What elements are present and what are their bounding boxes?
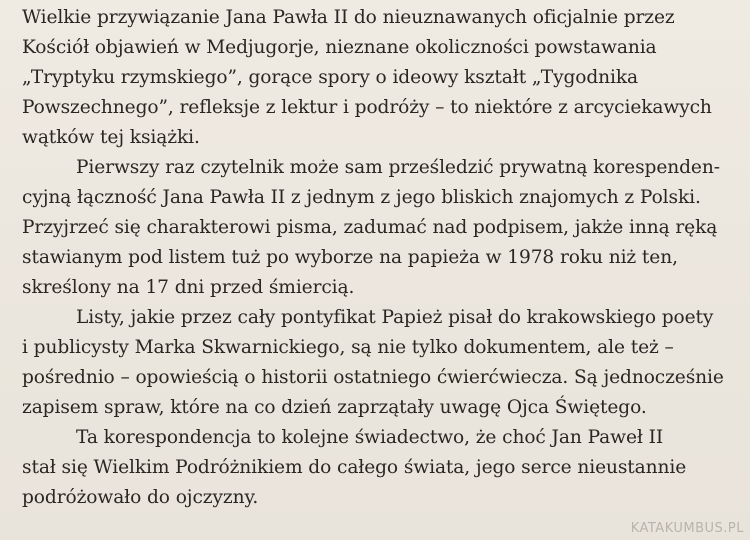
text-line-indented: Pierwszy raz czytelnik może sam prześledzić prywatną korespenden- — [76, 157, 720, 178]
text-line: Kościół objawień w Medjugorje, nieznane okoliczności powstawania — [22, 37, 657, 58]
text-line: Przyjrzeć się charakterowi pisma, zadumać nad podpisem, jakże inną ręką — [22, 217, 718, 238]
text-line: Powszechnego”, refleksje z lektur i podróży – to niektóre z arcyciekawych — [22, 97, 712, 118]
text-line-indented: Ta korespondencja to kolejne świadectwo, że choć Jan Paweł II — [76, 427, 664, 448]
text-line: „Tryptyku rzymskiego”, gorące spory o ideowy kształt „Tygodnika — [22, 67, 639, 88]
text-line: stał się Wielkim Podróżnikiem do całego świata, jego serce nieustannie — [22, 457, 687, 478]
site-watermark: KATAKUMBUS.PL — [630, 521, 744, 536]
text-line: stawianym pod listem tuż po wyborze na papieża w 1978 roku niż ten, — [22, 247, 678, 268]
text-line: podróżowało do ojczyzny. — [22, 487, 259, 508]
text-line: zapisem spraw, które na co dzień zaprzątały uwagę Ojca Świętego. — [22, 397, 647, 418]
text-line: cyjną łączność Jana Pawła II z jednym z jego bliskich znajomych z Polski. — [22, 187, 701, 208]
text-line: wątków tej książki. — [22, 127, 200, 148]
text-line-indented: Listy, jakie przez cały pontyfikat Papież pisał do krakowskiego poety — [76, 307, 714, 328]
text-line: Wielkie przywiązanie Jana Pawła II do nieuznawanych oficjalnie przez — [22, 7, 675, 28]
text-line: skreślony na 17 dni przed śmiercią. — [22, 277, 355, 298]
text-line: i publicysty Marka Skwarnickiego, są nie tylko dokumentem, ale też – — [22, 337, 674, 358]
text-line: pośrednio – opowieścią o historii ostatniego ćwierćwiecza. Są jednocześnie — [22, 367, 724, 388]
